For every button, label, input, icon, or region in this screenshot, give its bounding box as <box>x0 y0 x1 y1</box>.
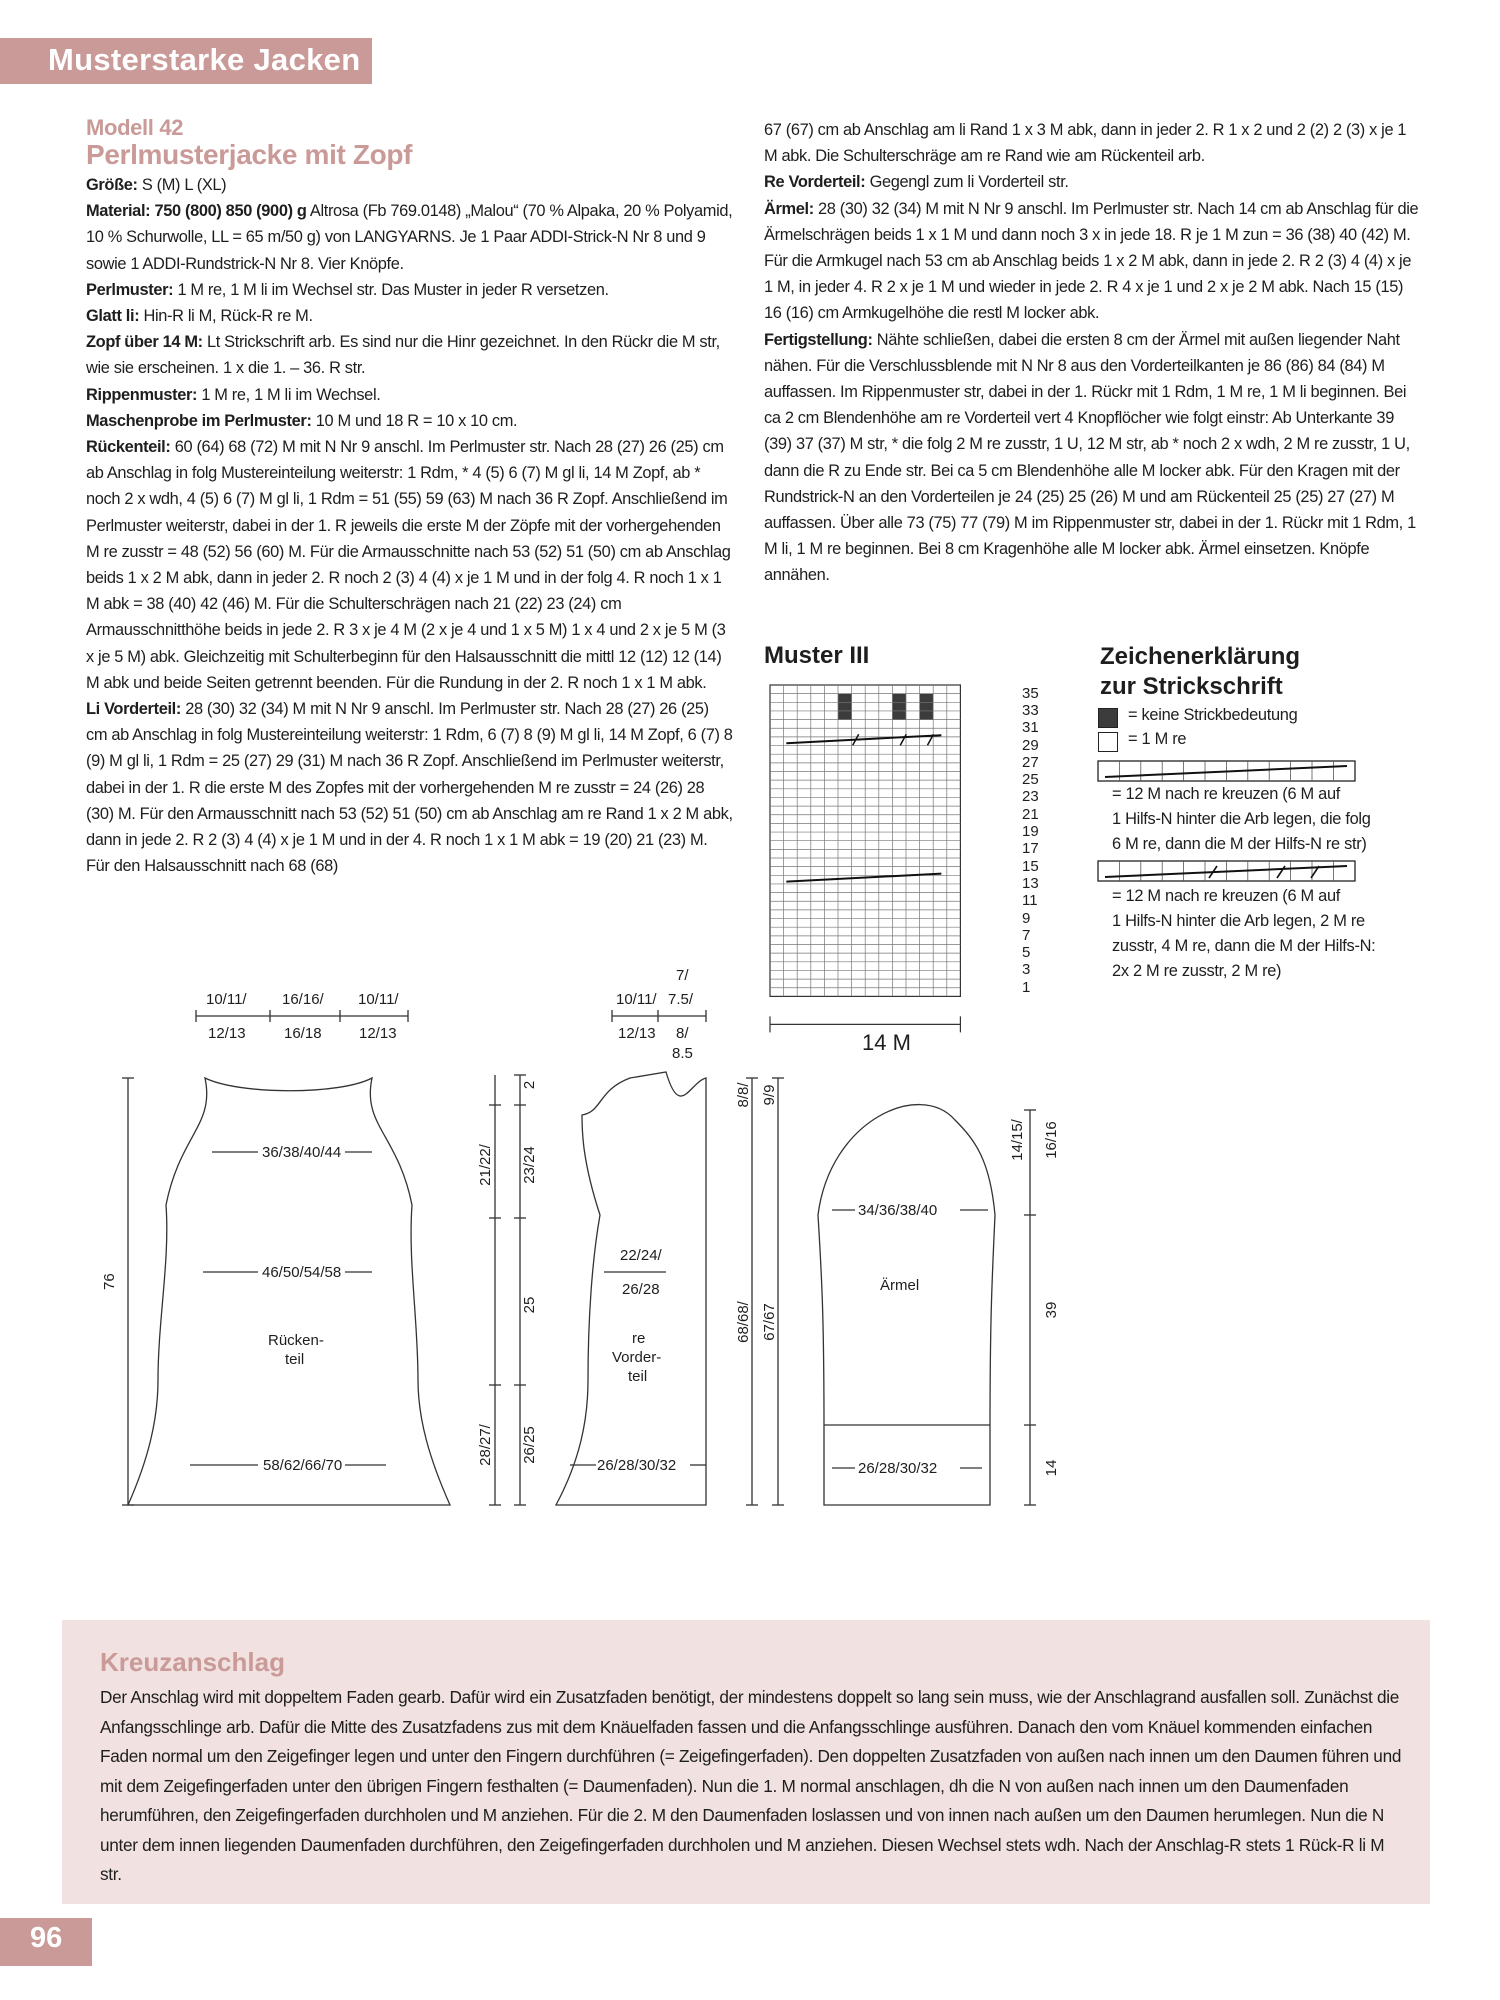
chart-row-labels <box>1020 675 1060 995</box>
back-right-dim-5: 26/25 <box>521 1426 538 1464</box>
left-paragraph-label: Rückenteil: <box>86 438 171 457</box>
back-top-dim-2: 16/16/ <box>282 991 324 1008</box>
legend-cross-1-line1: = 12 M nach re kreuzen (6 M auf <box>1112 785 1341 803</box>
front-label-2: Vorder- <box>612 1349 662 1366</box>
left-paragraph <box>86 329 734 381</box>
back-top-dim-1: 10/11/ <box>206 991 247 1008</box>
sleeve-bottom: 26/28/30/32 <box>858 1460 938 1477</box>
right-paragraph <box>764 196 1420 327</box>
back-right-dim-4: 28/27/ <box>477 1424 494 1466</box>
legend-item-knit: = 1 M re <box>1128 730 1187 748</box>
legend-cross-symbol-1 <box>1097 760 1357 784</box>
left-paragraph-text: 1 M re, 1 M li im Wechsel str. Das Muster in jeder R versetzen. <box>173 280 609 299</box>
left-paragraph-label: Glatt li: <box>86 307 140 326</box>
left-paragraph <box>86 696 734 879</box>
chart-row-label: 13 <box>1022 874 1039 892</box>
right-paragraph-text: 28 (30) 32 (34) M mit N Nr 9 anschl. Im Perlmuster str. Nach 14 cm ab Anschlag für die Ärmelschrägen beids 1 x 1 M und dann noch 3 x in jede 18. R je 1 M zun = 36 (38) 40 (42) M. Für die Armkugel nach 53 cm ab Anschlag beids 1 x 2 M abk, dann in jede 2. R 2 (3) 4 (4) x je 1 M, in jeder 4. R 2 x je 1 M und wieder in jede 2. R 4 x je 1 und 2 x je 2 M abk. Nach 15 (15) 16 (16) cm Armkugelhöhe die restl M locker abk. <box>764 199 1419 323</box>
back-label-1: Rücken- <box>268 1332 324 1349</box>
back-height: 76 <box>101 1273 118 1290</box>
chart-row-label: 7 <box>1022 926 1031 944</box>
front-right-dim-3: 68/68/ <box>735 1301 752 1343</box>
chart-row-label: 19 <box>1022 823 1039 841</box>
left-paragraph <box>86 382 734 408</box>
left-paragraph-text: S (M) L (XL) <box>137 176 227 194</box>
chart-filled-cell <box>920 702 934 711</box>
chart-filled-cell <box>892 694 906 703</box>
front-top-dim-1: 10/11/ <box>616 991 657 1008</box>
left-paragraph-text: 28 (30) 32 (34) M mit N Nr 9 anschl. Im Perlmuster str. Nach 28 (27) 26 (25) cm ab Anschlag in folg Mustereinteilung weiterstr: 1 Rdm, 6 (7) 8 (9) M gl li, 14 M Zopf, 6 (7) 8 (9) M gl li, 1 Rdm = 25 (27) 29 (31) M nach 36 R Zopf. Anschließend im Perlmuster weiterstr, dabei in der 1. R die erste M des Zopfes mit der vorhergehenden M re zusstr = 24 (26) 28 (30) M. Für den Armausschnitt nach 53 (52) 51 (50) cm ab Anschlag am re Rand 1 x 2 M abk, dann in jede 2. R 2 (3) 4 (4) x je 1 M und in der 4. R noch 1 x 1 M abk = 19 (20) 21 (23) M. Für den Halsausschnitt nach 68 (68) <box>86 700 733 876</box>
left-paragraph-text: 10 M und 18 R = 10 x 10 cm. <box>311 411 518 430</box>
left-paragraph-label: Zopf über 14 M: <box>86 333 203 352</box>
legend-item-no-meaning: = keine Strickbedeutung <box>1128 706 1298 724</box>
chart-row-label: 9 <box>1022 909 1031 927</box>
swatch-empty <box>1098 732 1118 752</box>
legend-cross-1-line2: 1 Hilfs-N hinter die Arb legen, die folg <box>1112 810 1371 828</box>
back-right-dim-2: 23/24 <box>521 1146 538 1184</box>
chart-filled-cell <box>892 702 906 711</box>
left-paragraph-text: Lt Strickschrift arb. Es sind nur die Hinr gezeichnet. In den Rückr die M str, wie sie erscheinen. 1 x die 1. – 36. R str. <box>86 333 720 378</box>
chart-filled-cell <box>892 711 906 720</box>
chart-row-label: 23 <box>1022 788 1039 806</box>
left-paragraph-text: 60 (64) 68 (72) M mit N Nr 9 anschl. Im Perlmuster str. Nach 28 (27) 26 (25) cm ab Anschlag in folg Mustereinteilung weiterstr: 1 Rdm, * 4 (5) 6 (7) M gl li, 14 M Zopf, ab * noch 2 x wdh, 4 (5) 6 (7) M gl li, 1 Rdm = 51 (55) 59 (63) M nach 36 R Zopf. Anschließend im Perlmuster weiterstr, dabei in der 1. R jeweils die erste M der Zöpfe mit der vorhergehenden M re zusstr = 48 (52) 56 (60) M. Für die Armausschnitte nach 53 (52) 51 (50) cm ab Anschlag beids 1 x 2 M abk, dann in jeder 2. R noch 2 (3) 4 (4) x je 1 M und in der folg 4. R noch 1 x 1 M abk = 38 (40) 42 (46) M. Für die Schulterschrägen nach 21 (22) 23 (24) cm Armausschnitthöhe beids in jede 2. R 3 x je 4 M (2 x je 4 und 1 x 5 M) 1 x 4 und 2 x je 5 M (3 x je 5 M) abk. Gleichzeitig mit Schulterbeginn für den Halsausschnitt die mittl 12 (12) 12 (14) M abk und beide Seiten getrennt beenden. Für die Rundung in der 2. R noch 1 x 1 M abk. <box>86 438 731 692</box>
chart-stitch-label: 14 M <box>862 1030 911 1055</box>
instructions-left-column <box>86 116 734 879</box>
front-mid-1: 22/24/ <box>620 1247 662 1264</box>
right-paragraph-label: Ärmel: <box>764 199 814 218</box>
info-box-title: Kreuzanschlag <box>100 1647 285 1677</box>
right-paragraphs <box>764 117 1420 589</box>
front-top-dim-3: 7.5/ <box>668 991 694 1008</box>
chart-filled-cell <box>920 694 934 703</box>
page-number: 96 <box>30 1922 63 1954</box>
legend-cross-symbol-2 <box>1097 860 1357 884</box>
front-top-dim2-2: 8/ <box>676 1025 689 1042</box>
left-paragraph <box>86 277 734 303</box>
chart-filled-cell <box>838 694 852 703</box>
chart-row-label: 33 <box>1022 701 1039 719</box>
legend-cross-1-text <box>1112 782 1371 857</box>
left-paragraph-label: Perlmuster: <box>86 280 174 299</box>
front-top-dim2-1: 12/13 <box>618 1025 656 1042</box>
legend-cross-1-line3: 6 M re, dann die M der Hilfs-N re str) <box>1112 835 1367 853</box>
back-label-2: teil <box>285 1351 305 1368</box>
right-paragraph <box>764 327 1420 589</box>
front-label-1: re <box>632 1330 646 1347</box>
legend-cross-2-line3: zusstr, 4 M re, dann die M der Hilfs-N: <box>1112 937 1376 955</box>
garment-schematics <box>0 960 1500 1520</box>
front-bottom: 26/28/30/32 <box>597 1457 677 1474</box>
chart-filled-cell <box>838 702 852 711</box>
sleeve-right-dim-1: 14/15/ <box>1009 1119 1026 1161</box>
model-number: Modell 42 <box>86 115 184 140</box>
model-title: Perlmusterjacke mit Zopf <box>86 139 413 170</box>
right-paragraph-label: Fertigstellung: <box>764 330 873 349</box>
right-paragraph <box>764 117 1420 169</box>
chart-row-label: 5 <box>1022 944 1031 962</box>
left-paragraph-label: Rippenmuster: <box>86 385 198 404</box>
back-right-dim-6: 2 <box>521 1080 538 1090</box>
front-label-3: teil <box>628 1368 648 1385</box>
chart-row-label: 35 <box>1022 684 1039 702</box>
chart-row-label: 25 <box>1022 771 1039 789</box>
swatch-filled <box>1098 708 1118 728</box>
back-top-dim2-3: 12/13 <box>359 1025 397 1042</box>
legend-cross-2-line4: 2x 2 M re zusstr, 2 M re) <box>1112 962 1282 980</box>
section-title: Musterstarke Jacken <box>48 42 361 77</box>
right-paragraph-text: Gegengl zum li Vorderteil str. <box>865 173 1069 192</box>
back-bottom: 58/62/66/70 <box>263 1457 343 1474</box>
left-paragraph <box>86 172 734 198</box>
chart-row-label: 11 <box>1022 892 1038 910</box>
chart-row-label: 3 <box>1022 961 1031 979</box>
info-box-text: Der Anschlag wird mit doppeltem Faden gearb. Dafür wird ein Zusatzfaden benötigt, der mindestens doppelt so lang sein muss, wie der Anschlagrand ausfallen soll. Zunächst die Anfangsschlinge arb. Dafür die Mitte des Zusatzfadens zus mit dem Knäuelfaden fassen und die Anfangsschlinge ausführen. Danach den vom Knäuel kommenden einfachen Faden normal um den Zeigefinger legen und unter den Fingern durchführen (= Zeigefingerfaden). Den doppelten Zusatzfaden von außen nach innen um den Daumen führen und mit dem Zeigefingerfaden unter den übrigen Fingern festhalten (= Daumenfaden). Nun die 1. M normal anschlagen, dh die N von außen nach innen um den Daumenfaden herumführen, den Zeigefingerfaden durchholen und M anziehen. Für die 2. M den Daumenfaden loslassen und von innen nach außen um den Daumen herumlegen. Nun die N unter dem innen liegenden Daumenfaden durchführen, den Zeigefingerfaden durchholen und M anziehen. Diesen Wechsel stets wdh. Nach der Anschlag-R stets 1 Rück-R li M str. <box>100 1687 1402 1884</box>
front-right-dim-2: 9/9 <box>761 1084 778 1106</box>
sleeve-label: Ärmel <box>880 1277 920 1294</box>
back-waist: 46/50/54/58 <box>262 1264 342 1281</box>
chart-row-label: 29 <box>1022 736 1039 754</box>
right-paragraph <box>764 169 1420 195</box>
left-paragraph-label: Li Vorderteil: <box>86 700 181 719</box>
left-paragraph <box>86 303 734 329</box>
sleeve-right-dim-4: 14 <box>1043 1459 1060 1477</box>
back-top-dim2-2: 16/18 <box>284 1025 322 1042</box>
left-paragraph <box>86 434 734 696</box>
chart-filled-cell <box>838 711 852 720</box>
chart-row-label: 15 <box>1022 857 1039 875</box>
front-right-dim-1: 8/8/ <box>735 1082 752 1108</box>
sleeve-right-dim-3: 39 <box>1043 1301 1060 1319</box>
right-paragraph-text: 67 (67) cm ab Anschlag am li Rand 1 x 3 M abk, dann in jeder 2. R 1 x 2 und 2 (2) 2 (3) x je 1 M abk. Die Schulterschräge am re Rand wie am Rückenteil arb. <box>764 121 1407 166</box>
instructions-right-column <box>764 117 1420 589</box>
left-paragraph-text: Altrosa (Fb 769.0148) „Malou“ (70 % Alpaka, 20 % Polyamid, 10 % Schurwolle, LL = 65 m/50 g) von LANGYARNS. Je 1 Paar ADDI-Strick-N Nr 8 und 9 sowie 1 ADDI-Rundstrick-N Nr 8. Vier Knöpfe. <box>86 202 733 273</box>
left-paragraph-text: 1 M re, 1 M li im Wechsel. <box>197 385 381 404</box>
left-paragraph <box>86 408 734 434</box>
left-paragraph-text: Hin-R li M, Rück-R re M. <box>139 307 313 326</box>
chart-row-label: 21 <box>1022 805 1039 823</box>
chart-row-label: 31 <box>1022 719 1039 737</box>
right-paragraph-label: Re Vorderteil: <box>764 173 866 192</box>
front-top-dim-2: 7/ <box>676 967 689 984</box>
back-chest: 36/38/40/44 <box>262 1144 342 1161</box>
right-paragraph-text: Nähte schließen, dabei die ersten 8 cm der Ärmel mit außen liegender Naht nähen. Für die Verschlussblende mit N Nr 8 aus den Vorderteilkanten je 86 (86) 84 (84) M auffassen. Im Rippenmuster str, dabei in der 1. Rückr mit 1 Rdm, 1 M re, 1 M li beginnen. Bei ca 2 cm Blendenhöhe am re Vorderteil vert 4 Knopflöcher wie folgt einstr: Ab Unterkante 39 (39) 37 (37) M str, * die folg 2 M re zusstr, 1 U, 12 M str, ab * noch 2 x wdh, 2 M re zusstr, 1 U, dann die R zu Ende str. Bei ca 5 cm Blendenhöhe alle M locker abk. Für den Kragen mit der Rundstrick-N an den Vorderteilen je 24 (25) 25 (26) M und am Rückenteil 25 (25) 27 (27) M auffassen. Über alle 73 (75) 77 (79) M im Rippenmuster str, dabei in der 1. Rückr mit 1 Rdm, 1 M li, 1 M re beginnen. Bei 8 cm Kragenhöhe alle M locker abk. Ärmel einsetzen. Knöpfe annähen. <box>764 330 1416 585</box>
chart-filled-cell <box>920 711 934 720</box>
left-paragraphs <box>86 172 734 879</box>
legend-cross-2-line2: 1 Hilfs-N hinter die Arb legen, 2 M re <box>1112 912 1365 930</box>
legend-title <box>1100 642 1300 702</box>
front-mid-2: 26/28 <box>622 1281 660 1298</box>
left-paragraph-label: Material: 750 (800) 850 (900) g <box>86 202 307 221</box>
left-paragraph-label: Maschenprobe im Perlmuster: <box>86 411 312 430</box>
front-top-dim2-3: 8.5 <box>672 1045 693 1062</box>
legend-title-line1: Zeichenerklärung <box>1100 643 1301 670</box>
sleeve-right-dim-2: 16/16 <box>1043 1121 1060 1159</box>
chart-row-label: 17 <box>1022 840 1039 858</box>
chart-row-label: 27 <box>1022 753 1039 771</box>
back-top-dim2-1: 12/13 <box>208 1025 246 1042</box>
sleeve-top: 34/36/38/40 <box>858 1202 938 1219</box>
legend-cross-2-line1: = 12 M nach re kreuzen (6 M auf <box>1112 887 1341 905</box>
legend-title-line2: zur Strickschrift <box>1100 673 1283 700</box>
back-right-dim-3: 25 <box>521 1296 538 1314</box>
left-paragraph <box>86 198 734 277</box>
left-paragraph-label: Größe: <box>86 176 138 194</box>
front-right-dim-4: 67/67 <box>761 1303 778 1341</box>
chart-title: Muster III <box>764 642 870 669</box>
chart-row-label: 1 <box>1022 978 1031 996</box>
back-top-dim-3: 10/11/ <box>358 991 399 1008</box>
back-right-dim-1: 21/22/ <box>477 1144 494 1186</box>
